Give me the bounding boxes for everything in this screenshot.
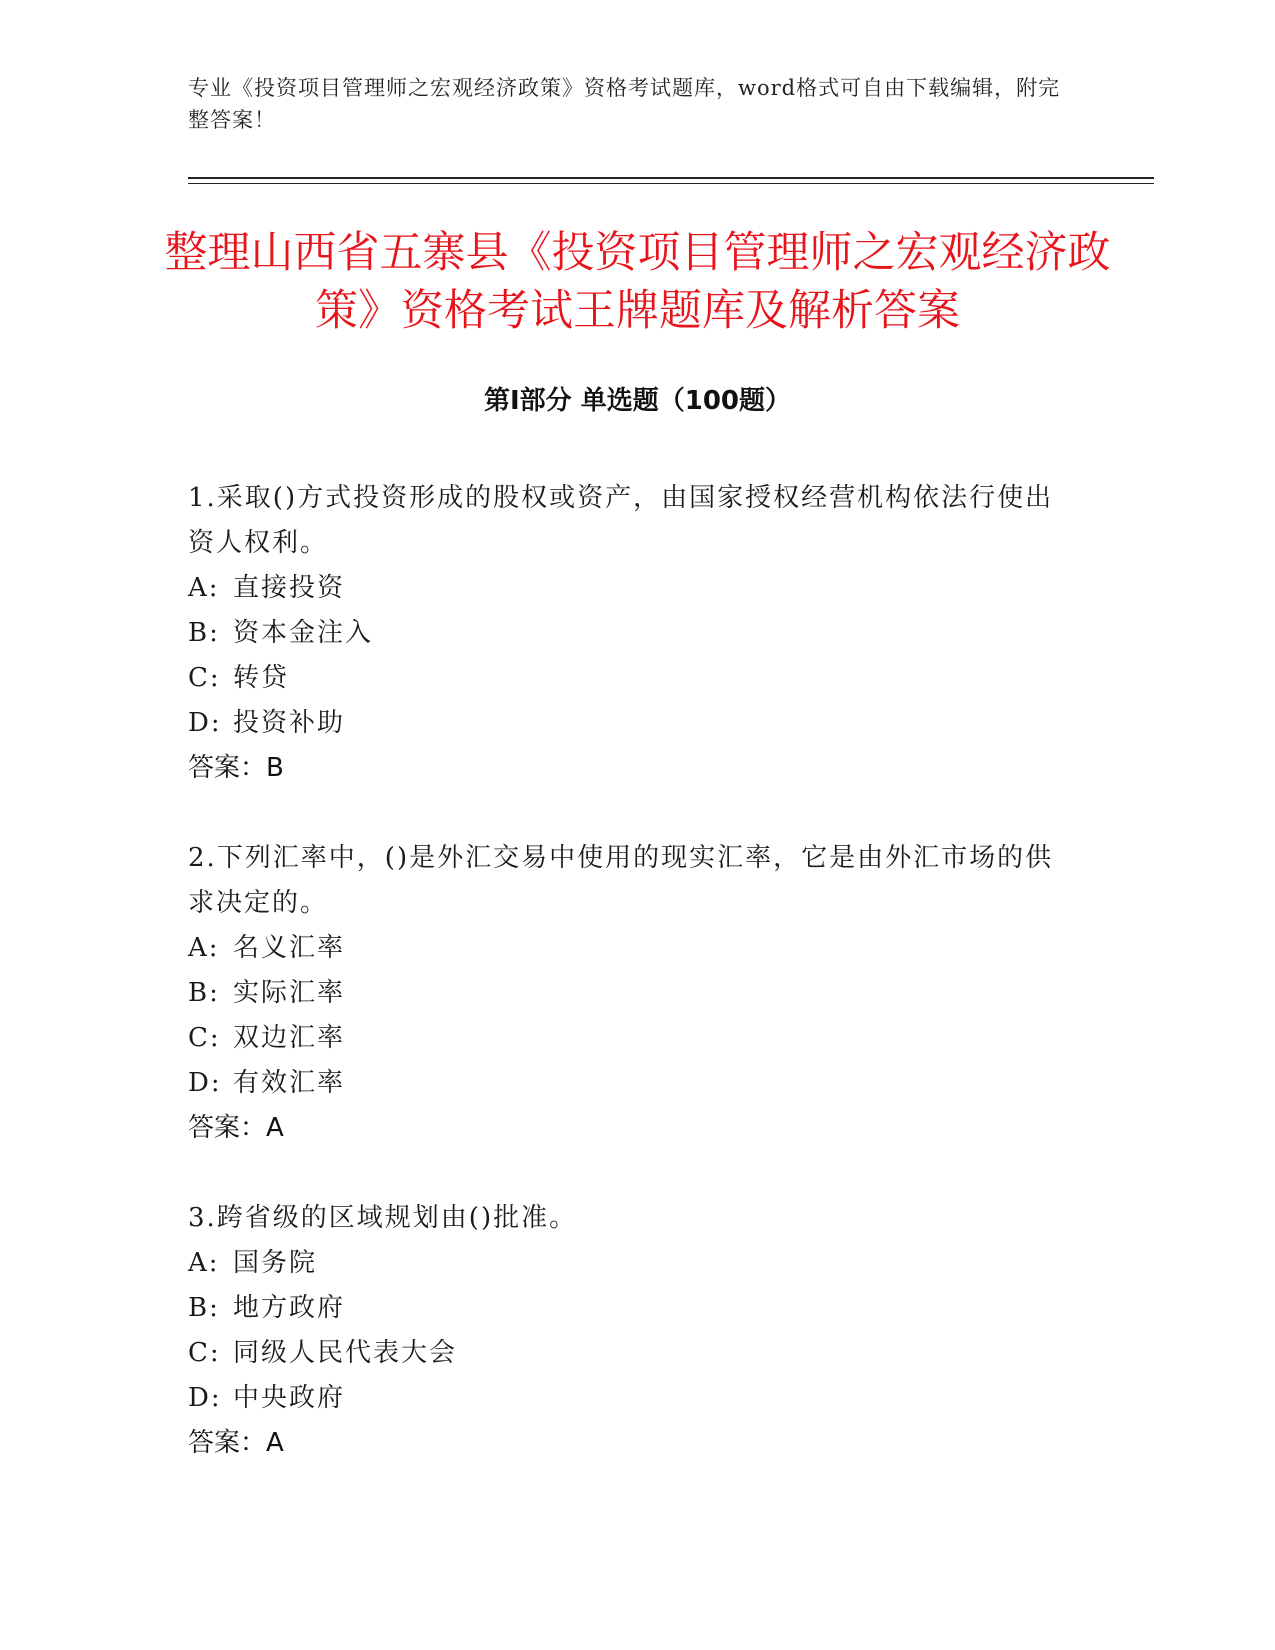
option-d	[188, 1376, 1068, 1421]
option-key: D:	[188, 1068, 222, 1098]
question-stem: 1.采取()方式投资形成的股权或资产，由国家授权经营机构依法行使出资人权利。	[188, 483, 1054, 558]
option-text: 投资补助	[233, 708, 346, 738]
option-text: 转贷	[233, 663, 290, 693]
option-text: 有效汇率	[233, 1068, 346, 1098]
option-b	[188, 971, 1068, 1016]
option-text: 同级人民代表大会	[233, 1338, 458, 1368]
option-key: A:	[188, 1248, 220, 1278]
option-d	[188, 701, 1068, 746]
answer-line: 答案：A	[188, 1428, 284, 1458]
option-text: 直接投资	[233, 573, 346, 603]
option-key: C:	[188, 663, 221, 693]
option-text: 资本金注入	[233, 618, 374, 648]
option-key: B:	[188, 1293, 220, 1323]
option-text: 地方政府	[233, 1293, 346, 1323]
option-c	[188, 1331, 1068, 1376]
option-key: A:	[188, 933, 220, 963]
option-a	[188, 926, 1068, 971]
header-note: 专业《投资项目管理师之宏观经济政策》资格考试题库，word格式可自由下载编辑，附完整答案！	[188, 76, 1061, 132]
option-b	[188, 611, 1068, 656]
option-key: A:	[188, 573, 220, 603]
header-divider-thin	[188, 183, 1154, 184]
option-key: C:	[188, 1023, 221, 1053]
option-a	[188, 566, 1068, 611]
option-a	[188, 1241, 1068, 1286]
option-key: B:	[188, 618, 220, 648]
question-stem: 2.下列汇率中，()是外汇交易中使用的现实汇率，它是由外汇市场的供求决定的。	[188, 843, 1054, 918]
option-key: D:	[188, 708, 222, 738]
option-text: 国务院	[233, 1248, 318, 1278]
option-b	[188, 1286, 1068, 1331]
document-title: 整理山西省五寨县《投资项目管理师之宏观经济政策》资格考试王牌题库及解析答案	[164, 228, 1111, 336]
option-key: B:	[188, 978, 220, 1008]
option-text: 中央政府	[233, 1383, 346, 1413]
option-d	[188, 1061, 1068, 1106]
answer-line: 答案：A	[188, 1113, 284, 1143]
question-stem: 3.跨省级的区域规划由()批准。	[188, 1203, 578, 1233]
question-list	[188, 476, 1068, 1511]
option-key: D:	[188, 1383, 222, 1413]
option-c	[188, 1016, 1068, 1061]
question-1	[188, 476, 1068, 791]
option-c	[188, 656, 1068, 701]
question-3	[188, 1196, 1068, 1466]
option-text: 名义汇率	[233, 933, 346, 963]
option-text: 实际汇率	[233, 978, 346, 1008]
answer-line: 答案：B	[188, 753, 284, 783]
header-divider-thick	[188, 177, 1154, 179]
question-2	[188, 836, 1068, 1151]
section-heading: 第Ⅰ部分 单选题（100题）	[484, 386, 791, 416]
option-text: 双边汇率	[233, 1023, 346, 1053]
option-key: C:	[188, 1338, 221, 1368]
